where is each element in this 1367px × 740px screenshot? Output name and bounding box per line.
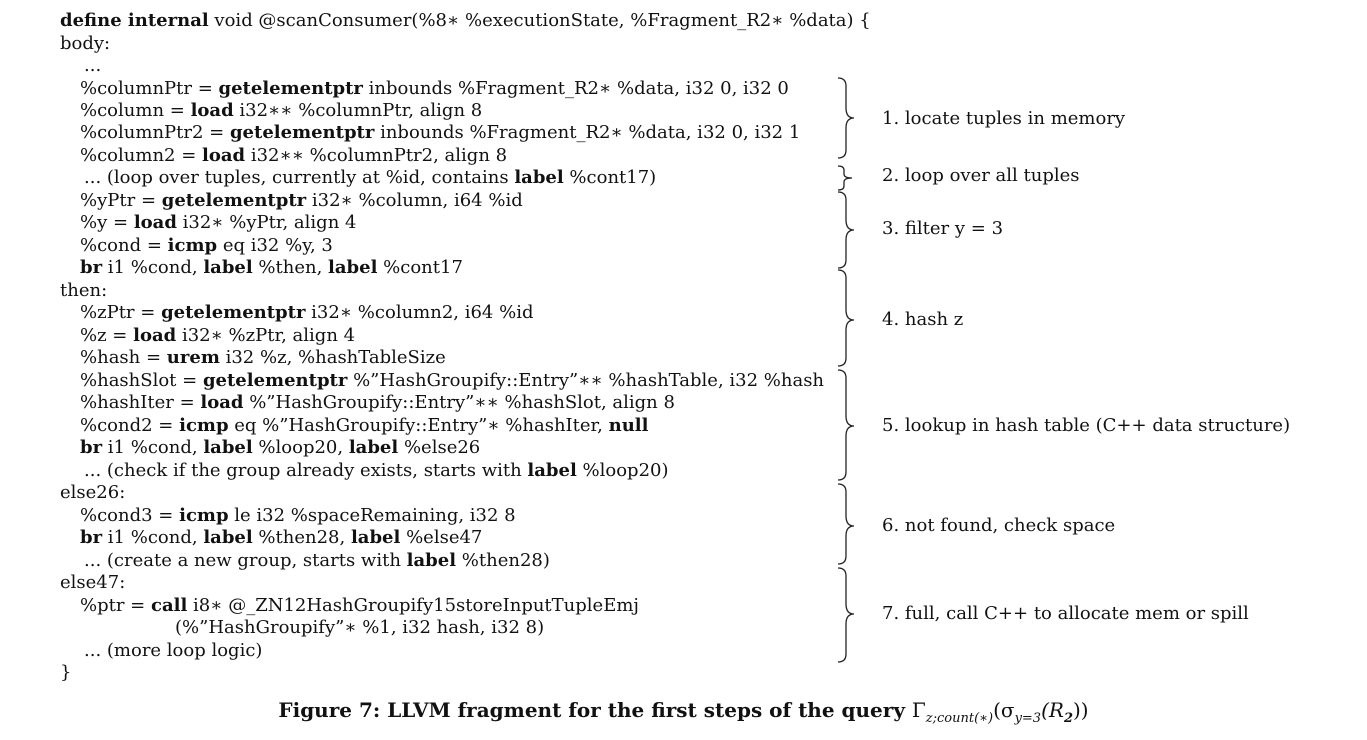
keyword: label — [527, 460, 577, 481]
code-text: %ptr = — [80, 595, 151, 616]
code-text: %loop20, — [252, 437, 349, 458]
code-text: i32∗ %zPtr, align 4 — [176, 325, 356, 346]
keyword: load — [133, 325, 177, 346]
code-text: %then28, — [252, 527, 351, 548]
code-line — [80, 190, 523, 212]
code-line — [84, 167, 656, 189]
annotation-4: 4. hash z — [882, 309, 964, 330]
code-text: %cont17 — [377, 257, 463, 278]
keyword: load — [202, 145, 246, 166]
keyword: getelementptr — [161, 302, 306, 323]
caption-gamma: Γ — [911, 698, 926, 722]
code-text: ... (create a new group, starts with — [84, 550, 407, 571]
label-body: body: — [60, 33, 111, 54]
brace-4 — [838, 270, 854, 366]
code-line — [80, 325, 355, 347]
keyword: icmp — [167, 235, 218, 256]
code-line — [80, 257, 463, 279]
keyword: define internal — [60, 10, 209, 31]
keyword: urem — [166, 347, 220, 368]
annotation-3: 3. filter y = 3 — [882, 218, 1004, 239]
brace-6 — [838, 484, 854, 564]
annotation-5: 5. lookup in hash table (C++ data structure) — [882, 415, 1291, 436]
keyword: call — [151, 595, 188, 616]
code-text: %hashIter = — [80, 392, 201, 413]
code-text: %cont17) — [563, 167, 657, 188]
keyword: load — [200, 392, 244, 413]
code-line-define — [60, 10, 871, 32]
code-text: %zPtr = — [80, 302, 162, 323]
code-line — [80, 370, 824, 392]
code-line — [84, 460, 669, 482]
code-line — [80, 145, 507, 167]
code-line — [80, 527, 482, 549]
label-else47: else47: — [60, 572, 126, 593]
code-text: eq %”HashGroupify::Entry”∗ %hashIter, — [228, 415, 609, 436]
brace-7 — [838, 568, 854, 662]
code-text: %else26 — [398, 437, 481, 458]
code-text: i32∗∗ %columnPtr2, align 8 — [245, 145, 508, 166]
code-text: %yPtr = — [80, 190, 162, 211]
label-else26: else26: — [60, 482, 126, 503]
code-line — [80, 392, 675, 414]
code-text: inbounds %Fragment_R2∗ %data, i32 0, i32 0 — [362, 78, 789, 99]
code-line — [80, 122, 800, 144]
code-text: i1 %cond, — [102, 527, 204, 548]
keyword: label — [328, 257, 378, 278]
keyword: label — [203, 437, 253, 458]
annotation-2: 2. loop over all tuples — [882, 165, 1080, 186]
code-text: i32∗∗ %columnPtr, align 8 — [233, 100, 483, 121]
code-text: i1 %cond, — [102, 437, 204, 458]
label-then: then: — [60, 280, 108, 301]
code-text: eq i32 %y, 3 — [217, 235, 333, 256]
code-text: void @scanConsumer(%8∗ %executionState, %Fragment_R2∗ %data) { — [208, 10, 871, 31]
caption-r-sub: 2 — [1063, 711, 1073, 726]
code-line — [80, 78, 789, 100]
keyword: label — [203, 527, 253, 548]
caption-r: (R — [1041, 698, 1064, 722]
caption-sigma: (σ — [993, 698, 1015, 722]
figure-caption — [0, 698, 1367, 726]
code-text: ... (loop over tuples, currently at %id, contains — [84, 167, 515, 188]
code-text: i32∗ %column2, i64 %id — [305, 302, 534, 323]
code-text: %cond = — [80, 235, 168, 256]
code-text: %hash = — [80, 347, 167, 368]
keyword: br — [80, 437, 103, 458]
code-text: %z = — [80, 325, 134, 346]
code-text: i8∗ @_ZN12HashGroupify15storeInputTupleEmj — [187, 595, 639, 616]
code-text: %cond3 = — [80, 505, 180, 526]
code-text: %”HashGroupify::Entry”∗∗ %hashTable, i32 %hash — [347, 370, 825, 391]
code-line: ... (more loop logic) — [84, 640, 263, 661]
code-line — [80, 437, 480, 459]
keyword: getelementptr — [229, 122, 375, 143]
code-text: i1 %cond, — [102, 257, 204, 278]
code-line — [80, 505, 516, 527]
code-line — [80, 415, 648, 437]
caption-text: Figure 7: LLVM fragment for the first steps of the query — [278, 698, 912, 722]
code-line — [84, 550, 550, 572]
code-text: %then, — [252, 257, 329, 278]
code-line — [80, 235, 333, 257]
code-line — [80, 302, 534, 324]
keyword: load — [133, 212, 177, 233]
brace-5 — [838, 370, 854, 480]
brace-1 — [838, 78, 854, 158]
keyword: br — [80, 257, 103, 278]
code-text: %else47 — [400, 527, 483, 548]
code-text: %loop20) — [576, 460, 669, 481]
keyword: icmp — [179, 415, 229, 436]
code-text: %”HashGroupify::Entry”∗∗ %hashSlot, align 8 — [243, 392, 675, 413]
brace-2 — [838, 166, 852, 190]
code-text: ... (check if the group already exists, starts with — [84, 460, 528, 481]
closing-brace: } — [60, 662, 72, 683]
keyword: label — [203, 257, 253, 278]
annotation-6: 6. not found, check space — [882, 515, 1116, 536]
code-line — [80, 595, 639, 617]
keyword: label — [348, 437, 399, 458]
caption-sigma-sub: y=3 — [1014, 711, 1042, 726]
code-text: %cond2 = — [80, 415, 180, 436]
code-line — [80, 347, 446, 369]
caption-gamma-sub: z;count(∗) — [925, 711, 994, 726]
keyword: null — [608, 415, 649, 436]
code-text: %then28) — [456, 550, 550, 571]
annotation-7: 7. full, call C++ to allocate mem or spill — [882, 603, 1249, 624]
keyword: label — [406, 550, 457, 571]
code-text: %hashSlot = — [80, 370, 203, 391]
code-text: %columnPtr2 = — [80, 122, 230, 143]
code-text: %y = — [80, 212, 134, 233]
code-text: %column2 = — [80, 145, 203, 166]
keyword: label — [350, 527, 401, 548]
ellipsis: ... — [84, 55, 102, 76]
code-line — [80, 212, 356, 234]
brace-group — [830, 70, 870, 670]
annotation-1: 1. locate tuples in memory — [882, 108, 1126, 129]
code-text: i32∗ %yPtr, align 4 — [176, 212, 357, 233]
code-text: i32∗ %column, i64 %id — [306, 190, 523, 211]
keyword: icmp — [179, 505, 229, 526]
code-text: i32 %z, %hashTableSize — [219, 347, 446, 368]
code-text: %columnPtr = — [80, 78, 219, 99]
keyword: br — [80, 527, 103, 548]
code-text: le i32 %spaceRemaining, i32 8 — [228, 505, 516, 526]
keyword: getelementptr — [218, 78, 363, 99]
code-line: (%”HashGroupify”∗ %1, i32 hash, i32 8) — [175, 617, 545, 638]
code-text: inbounds %Fragment_R2∗ %data, i32 0, i32 1 — [374, 122, 801, 143]
caption-close: )) — [1073, 698, 1089, 722]
keyword: getelementptr — [202, 370, 348, 391]
keyword: getelementptr — [161, 190, 307, 211]
keyword: load — [190, 100, 234, 121]
code-line — [80, 100, 482, 122]
keyword: label — [514, 167, 564, 188]
code-text: %column = — [80, 100, 191, 121]
brace-3 — [838, 192, 854, 268]
